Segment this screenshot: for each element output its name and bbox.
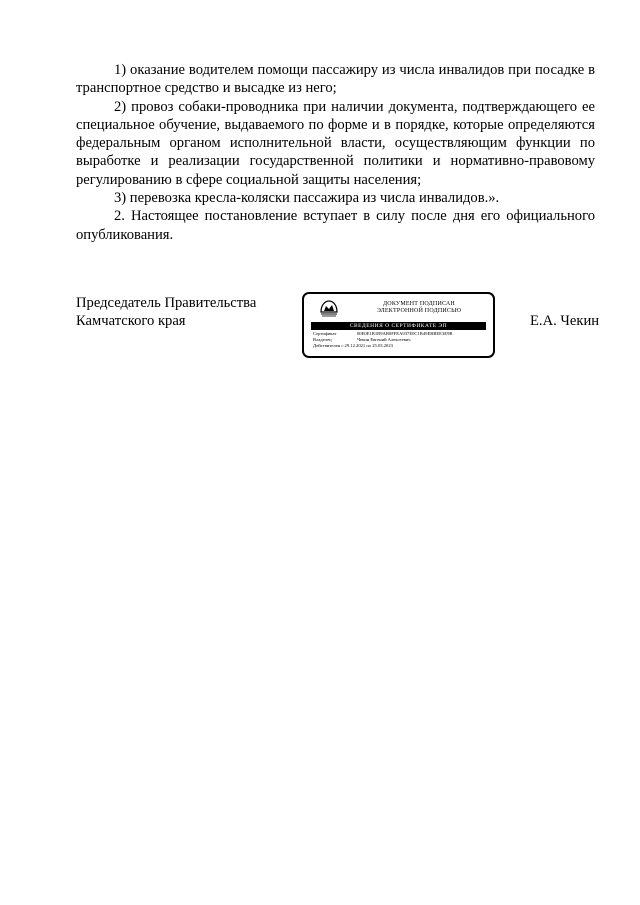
stamp-validity: Действителен с 29.12.2021 по 25.03.2023 [313, 343, 393, 348]
electronic-signature-stamp [302, 292, 495, 358]
stamp-heading-line1: ДОКУМЕНТ ПОДПИСАН [383, 301, 455, 307]
signatory-name: Е.А. Чекин [530, 313, 600, 329]
stamp-cert-value: 00E0E1B1B9AB0FFEA937E0C1B49EBBEE3E9B [357, 331, 453, 336]
paragraph-item-1: 1) оказание водителем помощи пассажиру из числа инвалидов при посадке в транспортное средство и высадке из него; [76, 62, 595, 97]
stamp-heading [348, 301, 490, 315]
stamp-owner-label: Владелец [313, 337, 332, 342]
paragraph-item-3: 3) перевозка кресла-коляски пассажира из числа инвалидов.». [114, 190, 500, 207]
signatory-title-line2: Камчатского края [76, 313, 186, 330]
stamp-details [313, 331, 491, 349]
paragraph-item-2: 2) провоз собаки-проводника при наличии документа, подтверждающего ее специальное обучение, выдаваемого по форме и в порядке, которые определяются федеральным органом исполнительной власти, осуществляющим функции по выработке и реализации государственной политики и нормативно-правовому регулированию в сфере социальной защиты населения; [76, 98, 595, 188]
signatory-title [76, 294, 256, 331]
stamp-certificate-bar: СВЕДЕНИЯ О СЕРТИФИКАТЕ ЭП [311, 322, 486, 330]
stamp-cert-label: Сертификат [313, 331, 337, 336]
stamp-owner-value: Чекин Евгений Алексеевич [357, 337, 411, 342]
coat-of-arms-icon [318, 299, 340, 319]
document-body [76, 61, 595, 244]
stamp-heading-line2: ЭЛЕКТРОННОЙ ПОДПИСЬЮ [376, 308, 462, 314]
signatory-title-line1: Председатель Правительства [76, 295, 257, 311]
paragraph-resolution-2: 2. Настоящее постановление вступает в силу после дня его официального опубликования. [76, 208, 595, 243]
